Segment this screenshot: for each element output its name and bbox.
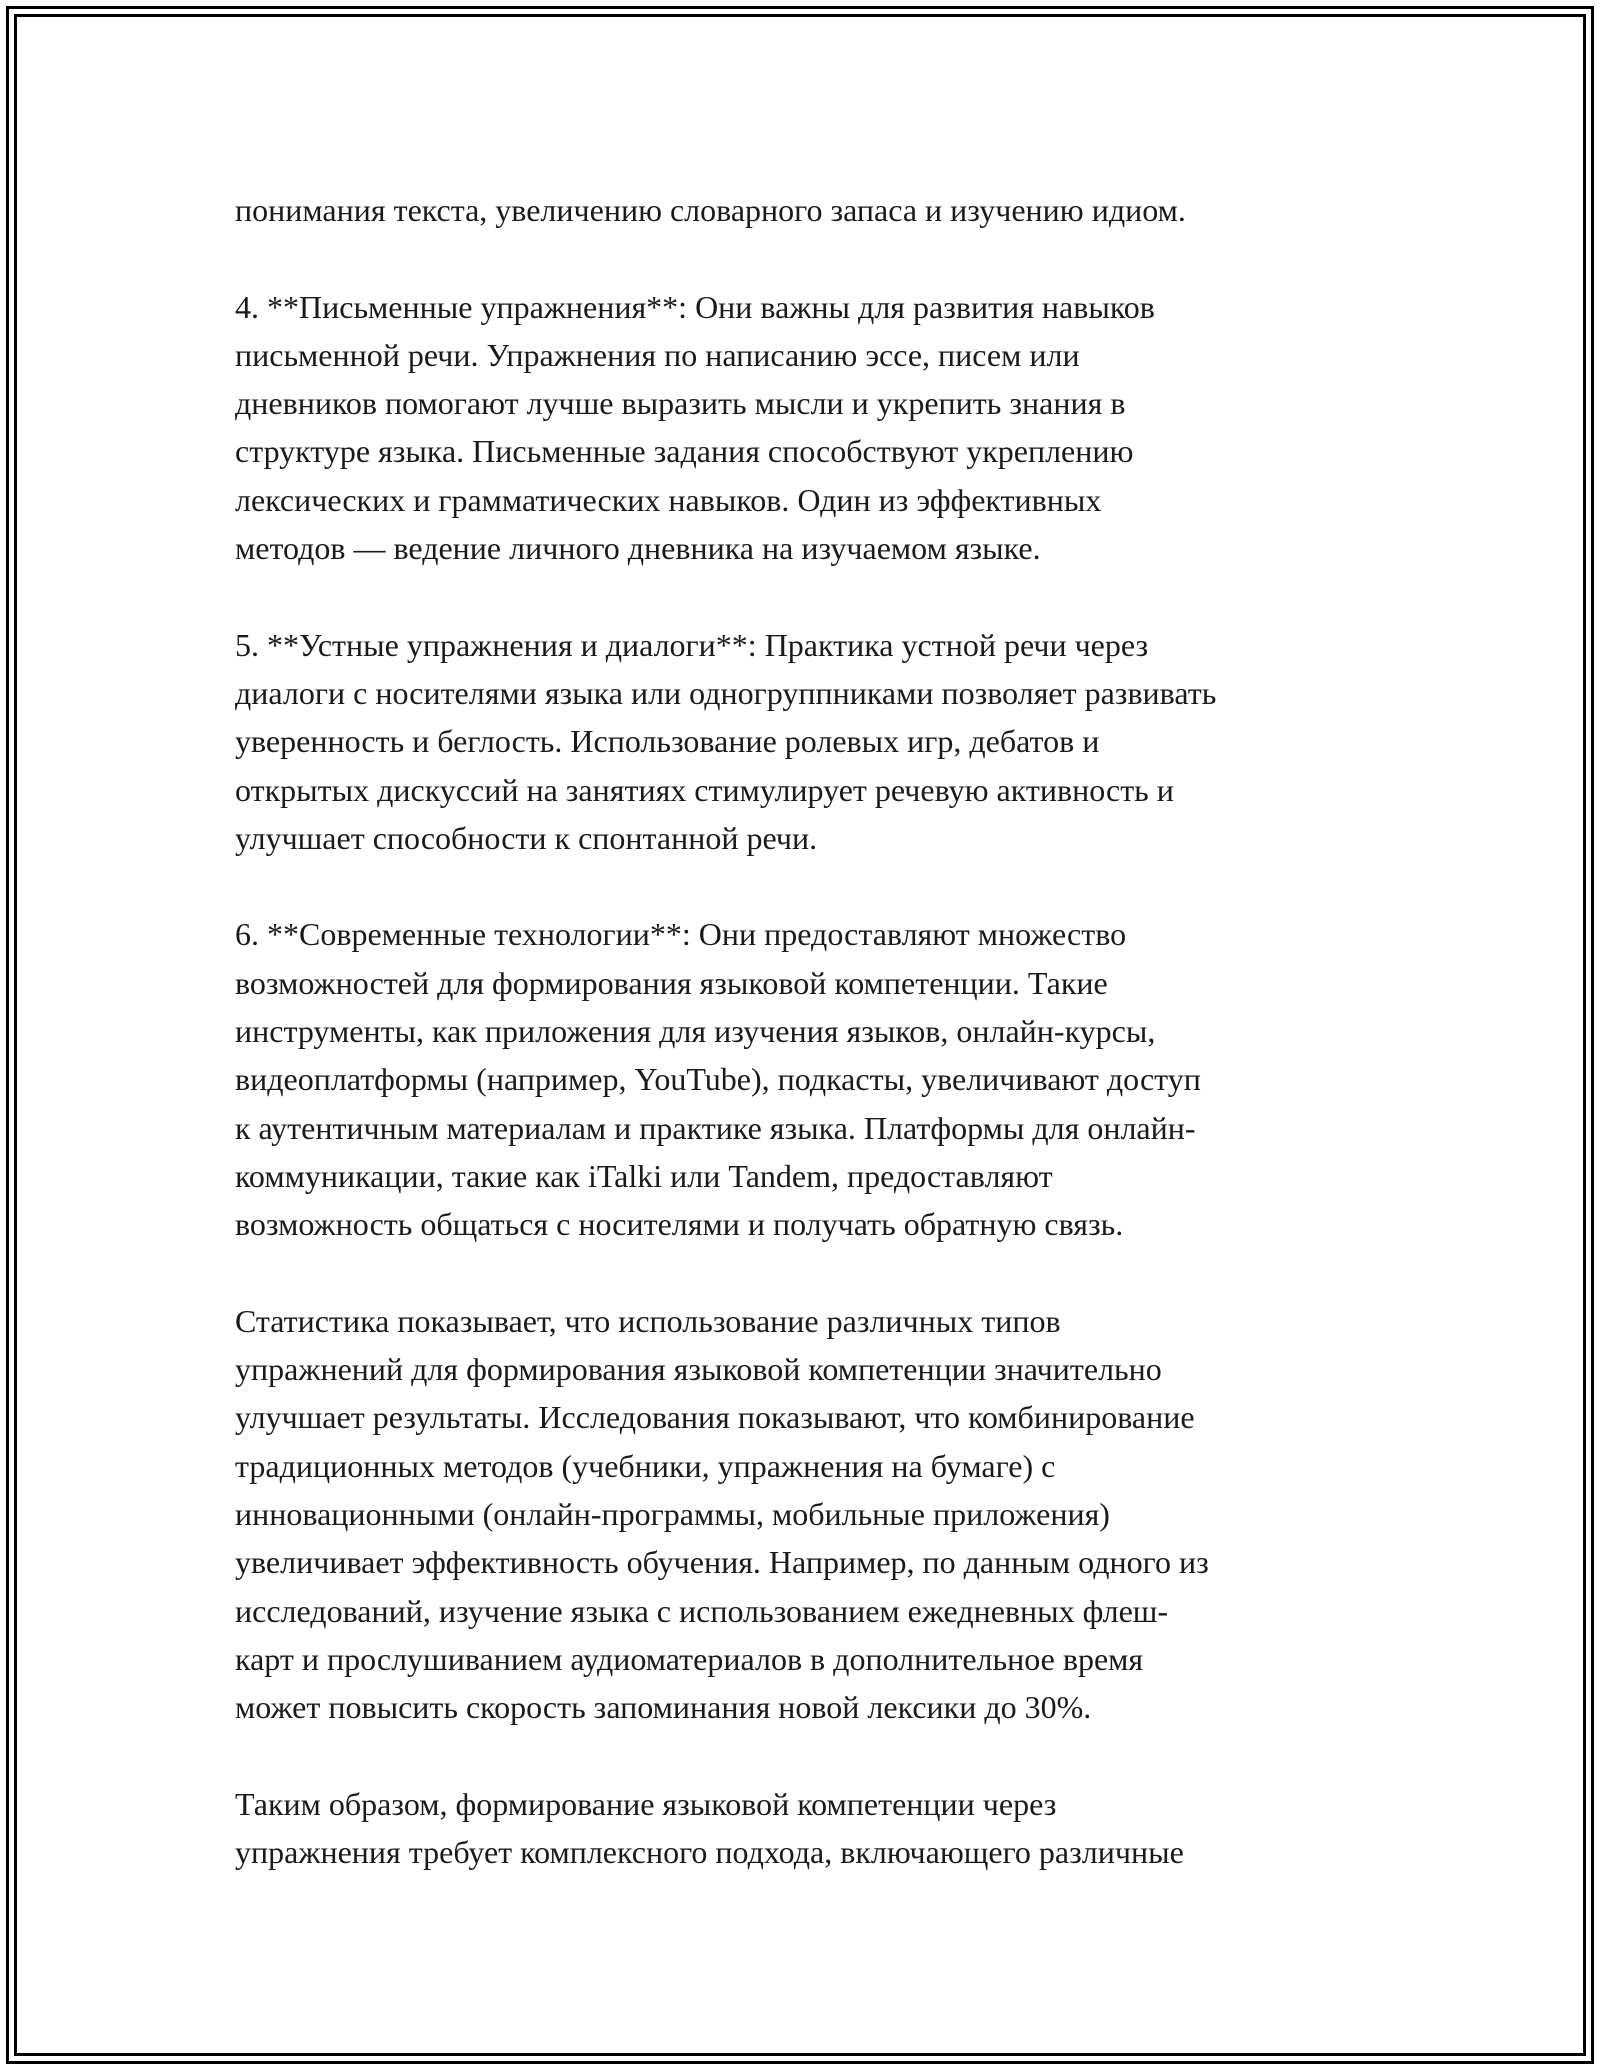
text-line: традиционных методов (учебники, упражнения на бумаге) с — [235, 1447, 1056, 1484]
text-line: инструменты, как приложения для изучения языков, онлайн-курсы, — [235, 1013, 1156, 1050]
text-line: увеличивает эффективность обучения. Например, по данным одного из — [235, 1544, 1209, 1581]
text-line: уверенность и беглость. Использование ролевых игр, дебатов и — [235, 723, 1100, 760]
text-line: дневников помогают лучше выразить мысли и укрепить знания в — [235, 385, 1126, 422]
text-line: возможность общаться с носителями и получать обратную связь. — [235, 1206, 1124, 1243]
paragraph — [235, 910, 1395, 1248]
text-line: инновационными (онлайн-программы, мобильные приложения) — [235, 1496, 1110, 1533]
paragraph — [235, 1297, 1395, 1732]
text-line: лексических и грамматических навыков. Один из эффективных — [235, 481, 1102, 518]
paragraph — [235, 621, 1395, 862]
text-line: к аутентичным материалам и практике языка. Платформы для онлайн- — [235, 1109, 1196, 1146]
text-line: исследований, изучение языка с использованием ежедневных флеш- — [235, 1592, 1169, 1629]
paragraph — [235, 1780, 1395, 1877]
text-line: упражнений для формирования языковой компетенции значительно — [235, 1351, 1162, 1388]
text-line: Таким образом, формирование языковой компетенции через — [235, 1785, 1057, 1822]
text-line: открытых дискуссий на занятиях стимулирует речевую активность и — [235, 771, 1174, 808]
text-line: Статистика показывает, что использование различных типов — [235, 1302, 1061, 1339]
text-line: коммуникации, такие как iTalki или Tandem, предоставляют — [235, 1157, 1053, 1194]
text-line: карт и прослушиванием аудиоматериалов в дополнительное время — [235, 1640, 1144, 1677]
text-line: понимания текста, увеличению словарного запаса и изучению идиом. — [235, 192, 1186, 228]
text-line: письменной речи. Упражнения по написанию эссе, писем или — [235, 336, 1080, 373]
text-line: 6. **Современные технологии**: Они предоставляют множество — [235, 916, 1127, 953]
text-line: 4. **Письменные упражнения**: Они важны для развития навыков — [235, 288, 1155, 325]
text-line: структуре языка. Письменные задания способствуют укреплению — [235, 433, 1134, 470]
text-line: методов — ведение личного дневника на изучаемом языке. — [235, 530, 1041, 567]
text-line: улучшает результаты. Исследования показывают, что комбинирование — [235, 1399, 1195, 1436]
text-line: 5. **Устные упражнения и диалоги**: Практика устной речи через — [235, 626, 1149, 663]
text-line: возможностей для формирования языковой компетенции. Такие — [235, 964, 1108, 1001]
paragraph — [235, 186, 1395, 234]
text-line: улучшает способности к спонтанной речи. — [235, 819, 818, 856]
document-text — [235, 186, 1395, 1876]
text-line: видеоплатформы (например, YouTube), подкасты, увеличивают доступ — [235, 1061, 1201, 1098]
text-line: упражнения требует комплексного подхода, включающего различные — [235, 1834, 1184, 1871]
text-line: диалоги с носителями языка или одногруппниками позволяет развивать — [235, 674, 1217, 711]
paragraph — [235, 283, 1395, 573]
text-line: может повысить скорость запоминания новой лексики до 30%. — [235, 1689, 1092, 1726]
